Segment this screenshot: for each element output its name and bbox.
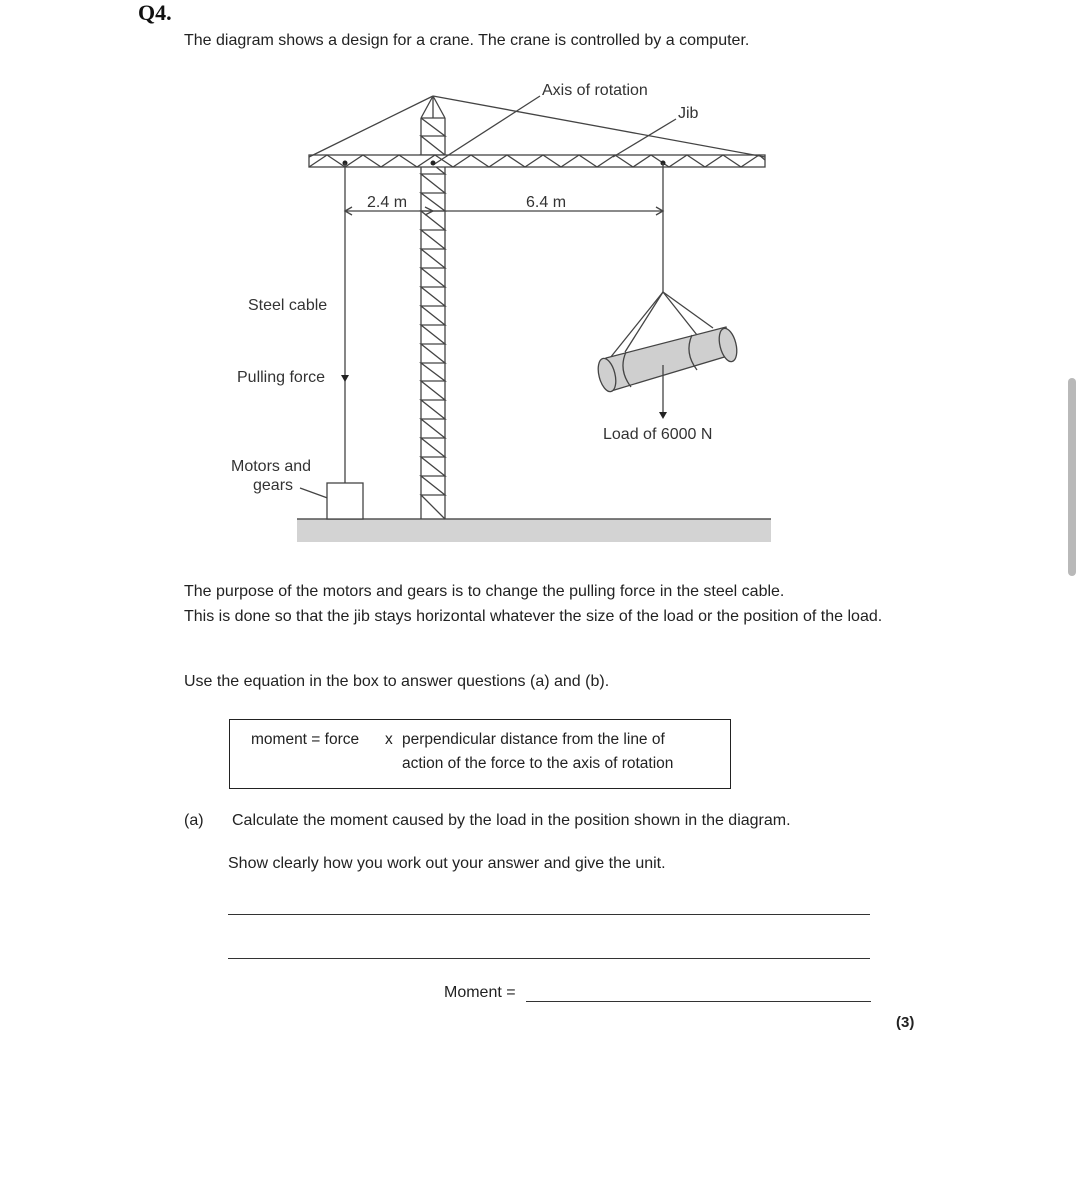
marks-badge: (3) bbox=[896, 1014, 915, 1031]
question-number: Q4. bbox=[138, 0, 172, 25]
moment-answer-field[interactable] bbox=[526, 1001, 871, 1002]
paragraph-line-2: This is done so that the jib stays horizontal whatever the size of the load or the position of the load. bbox=[184, 607, 883, 625]
jib-label: Jib bbox=[678, 105, 699, 122]
moment-answer-label: Moment = bbox=[444, 984, 516, 1001]
motors-label-line1: Motors and bbox=[231, 458, 312, 475]
distance-left-label: 2.4 m bbox=[367, 194, 408, 211]
jib bbox=[309, 155, 765, 167]
part-a-question: Calculate the moment caused by the load in the position shown in the diagram. bbox=[232, 812, 791, 829]
purpose-paragraph bbox=[184, 580, 884, 629]
equation-rhs-line1: perpendicular distance from the line of bbox=[402, 731, 665, 748]
distance-right-label: 6.4 m bbox=[526, 194, 567, 211]
equation-rhs-line2: action of the force to the axis of rotation bbox=[402, 755, 674, 772]
equation-lhs: moment = force bbox=[251, 731, 360, 748]
use-equation-instruction: Use the equation in the box to answer questions (a) and (b). bbox=[184, 673, 610, 690]
steel-cable-label: Steel cable bbox=[248, 297, 328, 314]
ground bbox=[297, 519, 771, 542]
answer-line-2[interactable] bbox=[228, 958, 870, 959]
pulling-force-label: Pulling force bbox=[237, 369, 326, 386]
load-cylinder bbox=[595, 327, 740, 394]
part-a-instruction: Show clearly how you work out your answer and give the unit. bbox=[228, 855, 666, 872]
equation-times: x bbox=[385, 731, 393, 748]
answer-line-1[interactable] bbox=[228, 914, 870, 915]
vertical-scrollbar[interactable] bbox=[1068, 378, 1076, 576]
part-a-label: (a) bbox=[184, 812, 204, 829]
crane-diagram bbox=[0, 0, 1080, 560]
load-label: Load of 6000 N bbox=[603, 426, 713, 443]
axis-of-rotation-label: Axis of rotation bbox=[542, 82, 648, 99]
motors-label-line2: gears bbox=[253, 477, 294, 494]
question-intro: The diagram shows a design for a crane. The crane is controlled by a computer. bbox=[184, 32, 750, 49]
equation-box bbox=[229, 719, 731, 789]
paragraph-line-1: The purpose of the motors and gears is to change the pulling force in the steel cable. bbox=[184, 583, 785, 600]
